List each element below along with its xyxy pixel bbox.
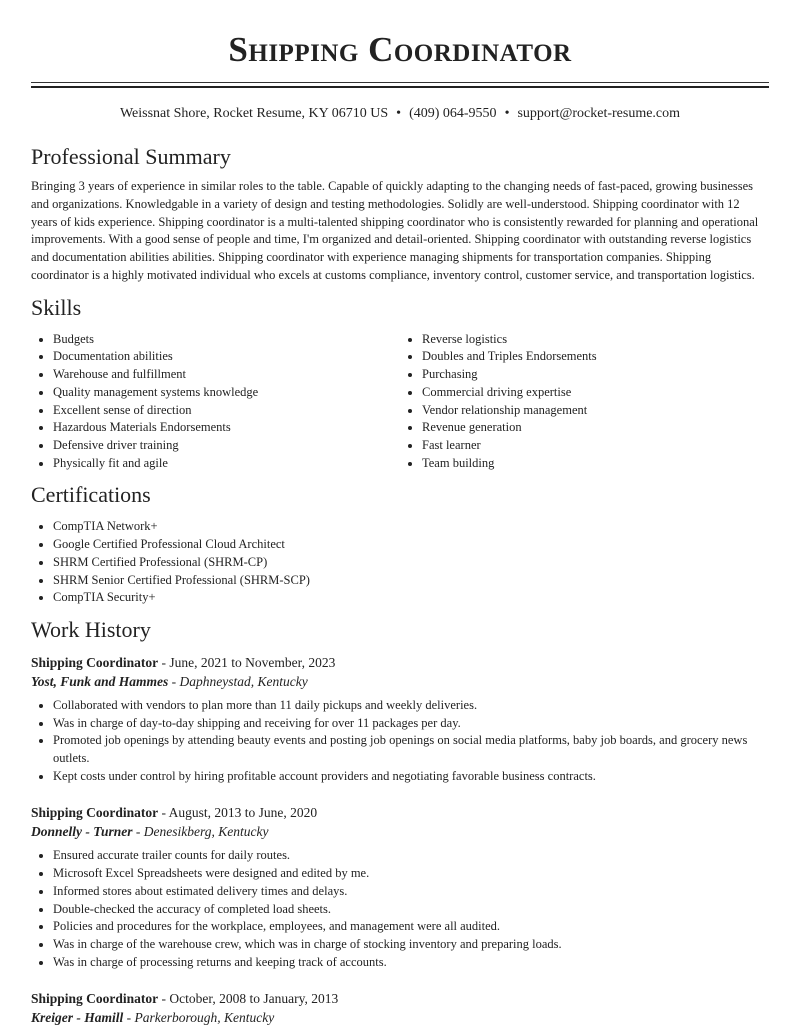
contact-address: Weissnat Shore, Rocket Resume, KY 06710 US bbox=[119, 106, 389, 121]
certification-item: • SHRM Certified Professional (SHRM-CP) bbox=[53, 554, 769, 572]
contact-line bbox=[0, 104, 800, 124]
job-dates: - June, 2021 to November, 2023 bbox=[158, 654, 336, 670]
certification-item: • CompTIA Network+ bbox=[53, 518, 769, 536]
job-dates: - October, 2008 to January, 2013 bbox=[158, 991, 339, 1007]
job-dates: - August, 2013 to June, 2020 bbox=[158, 805, 318, 821]
job-entry bbox=[31, 989, 769, 1027]
certifications-list bbox=[31, 518, 769, 607]
contact-separator: • bbox=[396, 106, 402, 121]
skill-item: • Excellent sense of direction bbox=[53, 402, 400, 420]
job-entry bbox=[31, 653, 769, 786]
skill-item: • Hazardous Materials Endorsements bbox=[53, 419, 400, 437]
skill-item: • Doubles and Triples Endorsements bbox=[422, 348, 769, 366]
skills-list-right bbox=[400, 331, 769, 473]
job-bullet: • Double-checked the accuracy of completed load sheets. bbox=[53, 901, 769, 919]
skills-list-left bbox=[31, 331, 400, 473]
skill-item: • Purchasing bbox=[422, 366, 769, 384]
summary-text: Bringing 3 years of experience in similar roles to the table. Capable of quickly adapting to the changing needs of fast-paced, growing businesses and organizations. Knowledgable in a variety of design and testing methodologies. Solidly are well-understood. Shipping coordinator with 12 years of kids experience. Shipping coordinator is a multi-talented shipping coordinator who is consistently rewarded for planning and operational improvements. With a good sense of people and time, I'm organized and detail-oriented. Shipping coordinator with outstanding reverse logistics and documentation abilities abilities. Shipping coordinator with experience managing shipments for transportation companies. Shipping coordinator is a highly motivated individual who excels at customs compliance, inventory control, customer service, and transportation logistics. bbox=[31, 179, 759, 282]
job-location: - Denesikberg, Kentucky bbox=[132, 824, 269, 840]
certifications-section bbox=[31, 478, 769, 607]
skills-columns bbox=[31, 331, 769, 473]
job-bullet: • Was in charge of day-to-day shipping and receiving for over 11 packages per day. bbox=[53, 715, 769, 733]
job-bullet: • Microsoft Excel Spreadsheets were designed and edited by me. bbox=[53, 865, 769, 883]
job-title-line bbox=[31, 989, 769, 1008]
job-bullet: • Policies and procedures for the workplace, employees, and management were all audited. bbox=[53, 918, 769, 936]
contact-separator: • bbox=[504, 106, 510, 121]
skill-item: • Defensive driver training bbox=[53, 437, 400, 455]
resume-name: Shipping Coordinator bbox=[228, 30, 572, 69]
job-title: Shipping Coordinator bbox=[31, 654, 159, 670]
certification-item: • CompTIA Security+ bbox=[53, 589, 769, 607]
job-location: - Parkerborough, Kentucky bbox=[123, 1010, 275, 1026]
job-title: Shipping Coordinator bbox=[31, 805, 159, 821]
job-bullet: • Collaborated with vendors to plan more than 11 daily pickups and weekly deliveries. bbox=[53, 697, 769, 715]
skill-item: • Physically fit and agile bbox=[53, 455, 400, 473]
skill-item: • Warehouse and fulfillment bbox=[53, 366, 400, 384]
summary-section bbox=[31, 140, 769, 285]
job-bullet: • Was in charge of the warehouse crew, which was in charge of stocking inventory and preparing loads. bbox=[53, 936, 769, 954]
job-company: Kreiger - Hamill bbox=[31, 1010, 124, 1026]
job-title: Shipping Coordinator bbox=[31, 991, 159, 1007]
skills-section bbox=[31, 291, 769, 473]
job-company-line bbox=[31, 1008, 769, 1027]
job-title-line bbox=[31, 803, 769, 822]
job-title-line bbox=[31, 653, 769, 672]
job-bullets bbox=[31, 847, 769, 971]
skill-item: • Vendor relationship management bbox=[422, 402, 769, 420]
job-bullets bbox=[31, 697, 769, 786]
job-company-line bbox=[31, 822, 769, 841]
skills-heading: Skills bbox=[31, 294, 82, 320]
skill-item: • Reverse logistics bbox=[422, 331, 769, 349]
job-company: Yost, Funk and Hammes bbox=[31, 673, 169, 689]
job-company: Donnelly - Turner bbox=[31, 824, 133, 840]
skill-item: • Team building bbox=[422, 455, 769, 473]
contact-phone: (409) 064-9550 bbox=[409, 106, 497, 121]
summary-heading: Professional Summary bbox=[31, 144, 231, 169]
skill-item: • Budgets bbox=[53, 331, 400, 349]
jobs-list bbox=[31, 653, 769, 1027]
contact-email[interactable]: support@rocket-resume.com bbox=[517, 106, 681, 121]
skill-item: • Documentation abilities bbox=[53, 348, 400, 366]
certification-item: • Google Certified Professional Cloud Architect bbox=[53, 536, 769, 554]
job-bullet: • Informed stores about estimated delivery times and delays. bbox=[53, 883, 769, 901]
job-entry bbox=[31, 803, 769, 971]
job-bullet: • Was in charge of processing returns and keeping track of accounts. bbox=[53, 954, 769, 972]
skill-item: • Fast learner bbox=[422, 437, 769, 455]
skill-item: • Quality management systems knowledge bbox=[53, 384, 400, 402]
certification-item: • SHRM Senior Certified Professional (SHRM-SCP) bbox=[53, 572, 769, 590]
resume-content bbox=[31, 140, 769, 1035]
job-bullet: • Promoted job openings by attending beauty events and posting job openings on social media platforms, baby job boards, and grocery news outlets. bbox=[53, 732, 769, 767]
job-bullet: • Ensured accurate trailer counts for daily routes. bbox=[53, 847, 769, 865]
skill-item: • Revenue generation bbox=[422, 419, 769, 437]
work-history-section bbox=[31, 613, 769, 1027]
work-history-heading: Work History bbox=[31, 616, 151, 642]
job-bullet: • Kept costs under control by hiring profitable account providers and negotiating favorable business contracts. bbox=[53, 768, 769, 786]
header-rule-thick bbox=[31, 86, 769, 88]
header-rule-thin bbox=[31, 82, 769, 83]
skill-item: • Commercial driving expertise bbox=[422, 384, 769, 402]
job-location: - Daphneystad, Kentucky bbox=[168, 673, 308, 689]
certifications-heading: Certifications bbox=[31, 482, 151, 508]
job-company-line bbox=[31, 672, 769, 691]
